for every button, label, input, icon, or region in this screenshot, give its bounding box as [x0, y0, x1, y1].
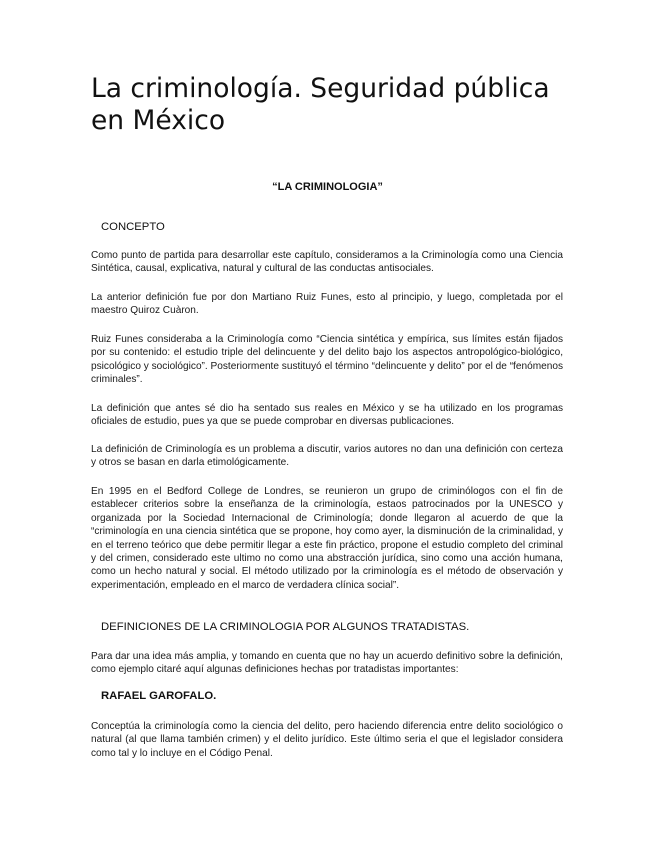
paragraph-2: La anterior definición fue por don Martiano Ruiz Funes, esto al principio, y luego, completada por el maestro Quiroz Cuàron.	[91, 292, 563, 317]
heading-garofalo: RAFAEL GAROFALO.	[101, 690, 217, 702]
paragraph-6: En 1995 en el Bedford College de Londres, se reunieron un grupo de criminólogos con el fin de establecer criterios sobre la enseñanza de la criminología, estaos patrocinados por la UNESCO y organizada por la Sociedad Internacional de Criminología; donde llegaron al acuerdo de que la “criminología en una ciencia sintética que se propone, hoy como ayer, la disminución de la criminalidad, y en el terreno teórico que debe permitir llegar a este fin práctico, propone el estudio completo del criminal y del crimen, considerado este ultimo no como una abstracción jurídica, sino como una acción humana, como un hecho natural y social. El método utilizado por la criminología es el método de observación y experimentación, empleado en el marco de verdadera clínica social”.	[91, 486, 563, 591]
paragraph-4: La definición que antes sé dio ha sentado sus reales en México y se ha utilizado en los programas oficiales de estudio, pues ya que se puede comprobar en diversas publicaciones.	[91, 403, 563, 428]
paragraph-8: Conceptúa la criminología como la ciencia del delito, pero haciendo diferencia entre delito sociológico o natural (al que llama también crimen) y el delito jurídico. Este último seria el que el legislador considera como tal y lo incluye en el Código Penal.	[91, 721, 563, 759]
paragraph-1: Como punto de partida para desarrollar este capítulo, consideramos a la Criminología como una Ciencia Sintética, causal, explicativa, natural y cultural de las conductas antisociales.	[91, 250, 563, 275]
paragraph-7: Para dar una idea más amplia, y tomando en cuenta que no hay un acuerdo definitivo sobre la definición, como ejemplo citaré aquí algunas definiciones hechas por tratadistas importantes:	[91, 651, 563, 676]
paragraph-3: Ruiz Funes consideraba a la Criminología como “Ciencia sintética y empírica, sus límites están fijados por su contenido: el estudio triple del delincuente y del delito bajo los aspectos antropológico-biológico, psicológico y sociológico”. Posteriormente sustituyó el término “delincuente y delito” por el de “fenómenos criminales”.	[91, 334, 563, 386]
document-title: La criminología. Seguridad pública en México	[91, 73, 550, 136]
paragraph-5: La definición de Criminología es un problema a discutir, varios autores no dan una definición con certeza y otros se basan en darla etimológicamente.	[91, 444, 563, 469]
heading-concepto: CONCEPTO	[101, 221, 165, 233]
section-subtitle: “LA CRIMINOLOGIA”	[272, 181, 383, 193]
heading-definiciones: DEFINICIONES DE LA CRIMINOLOGIA POR ALGUNOS TRATADISTAS.	[101, 621, 470, 633]
